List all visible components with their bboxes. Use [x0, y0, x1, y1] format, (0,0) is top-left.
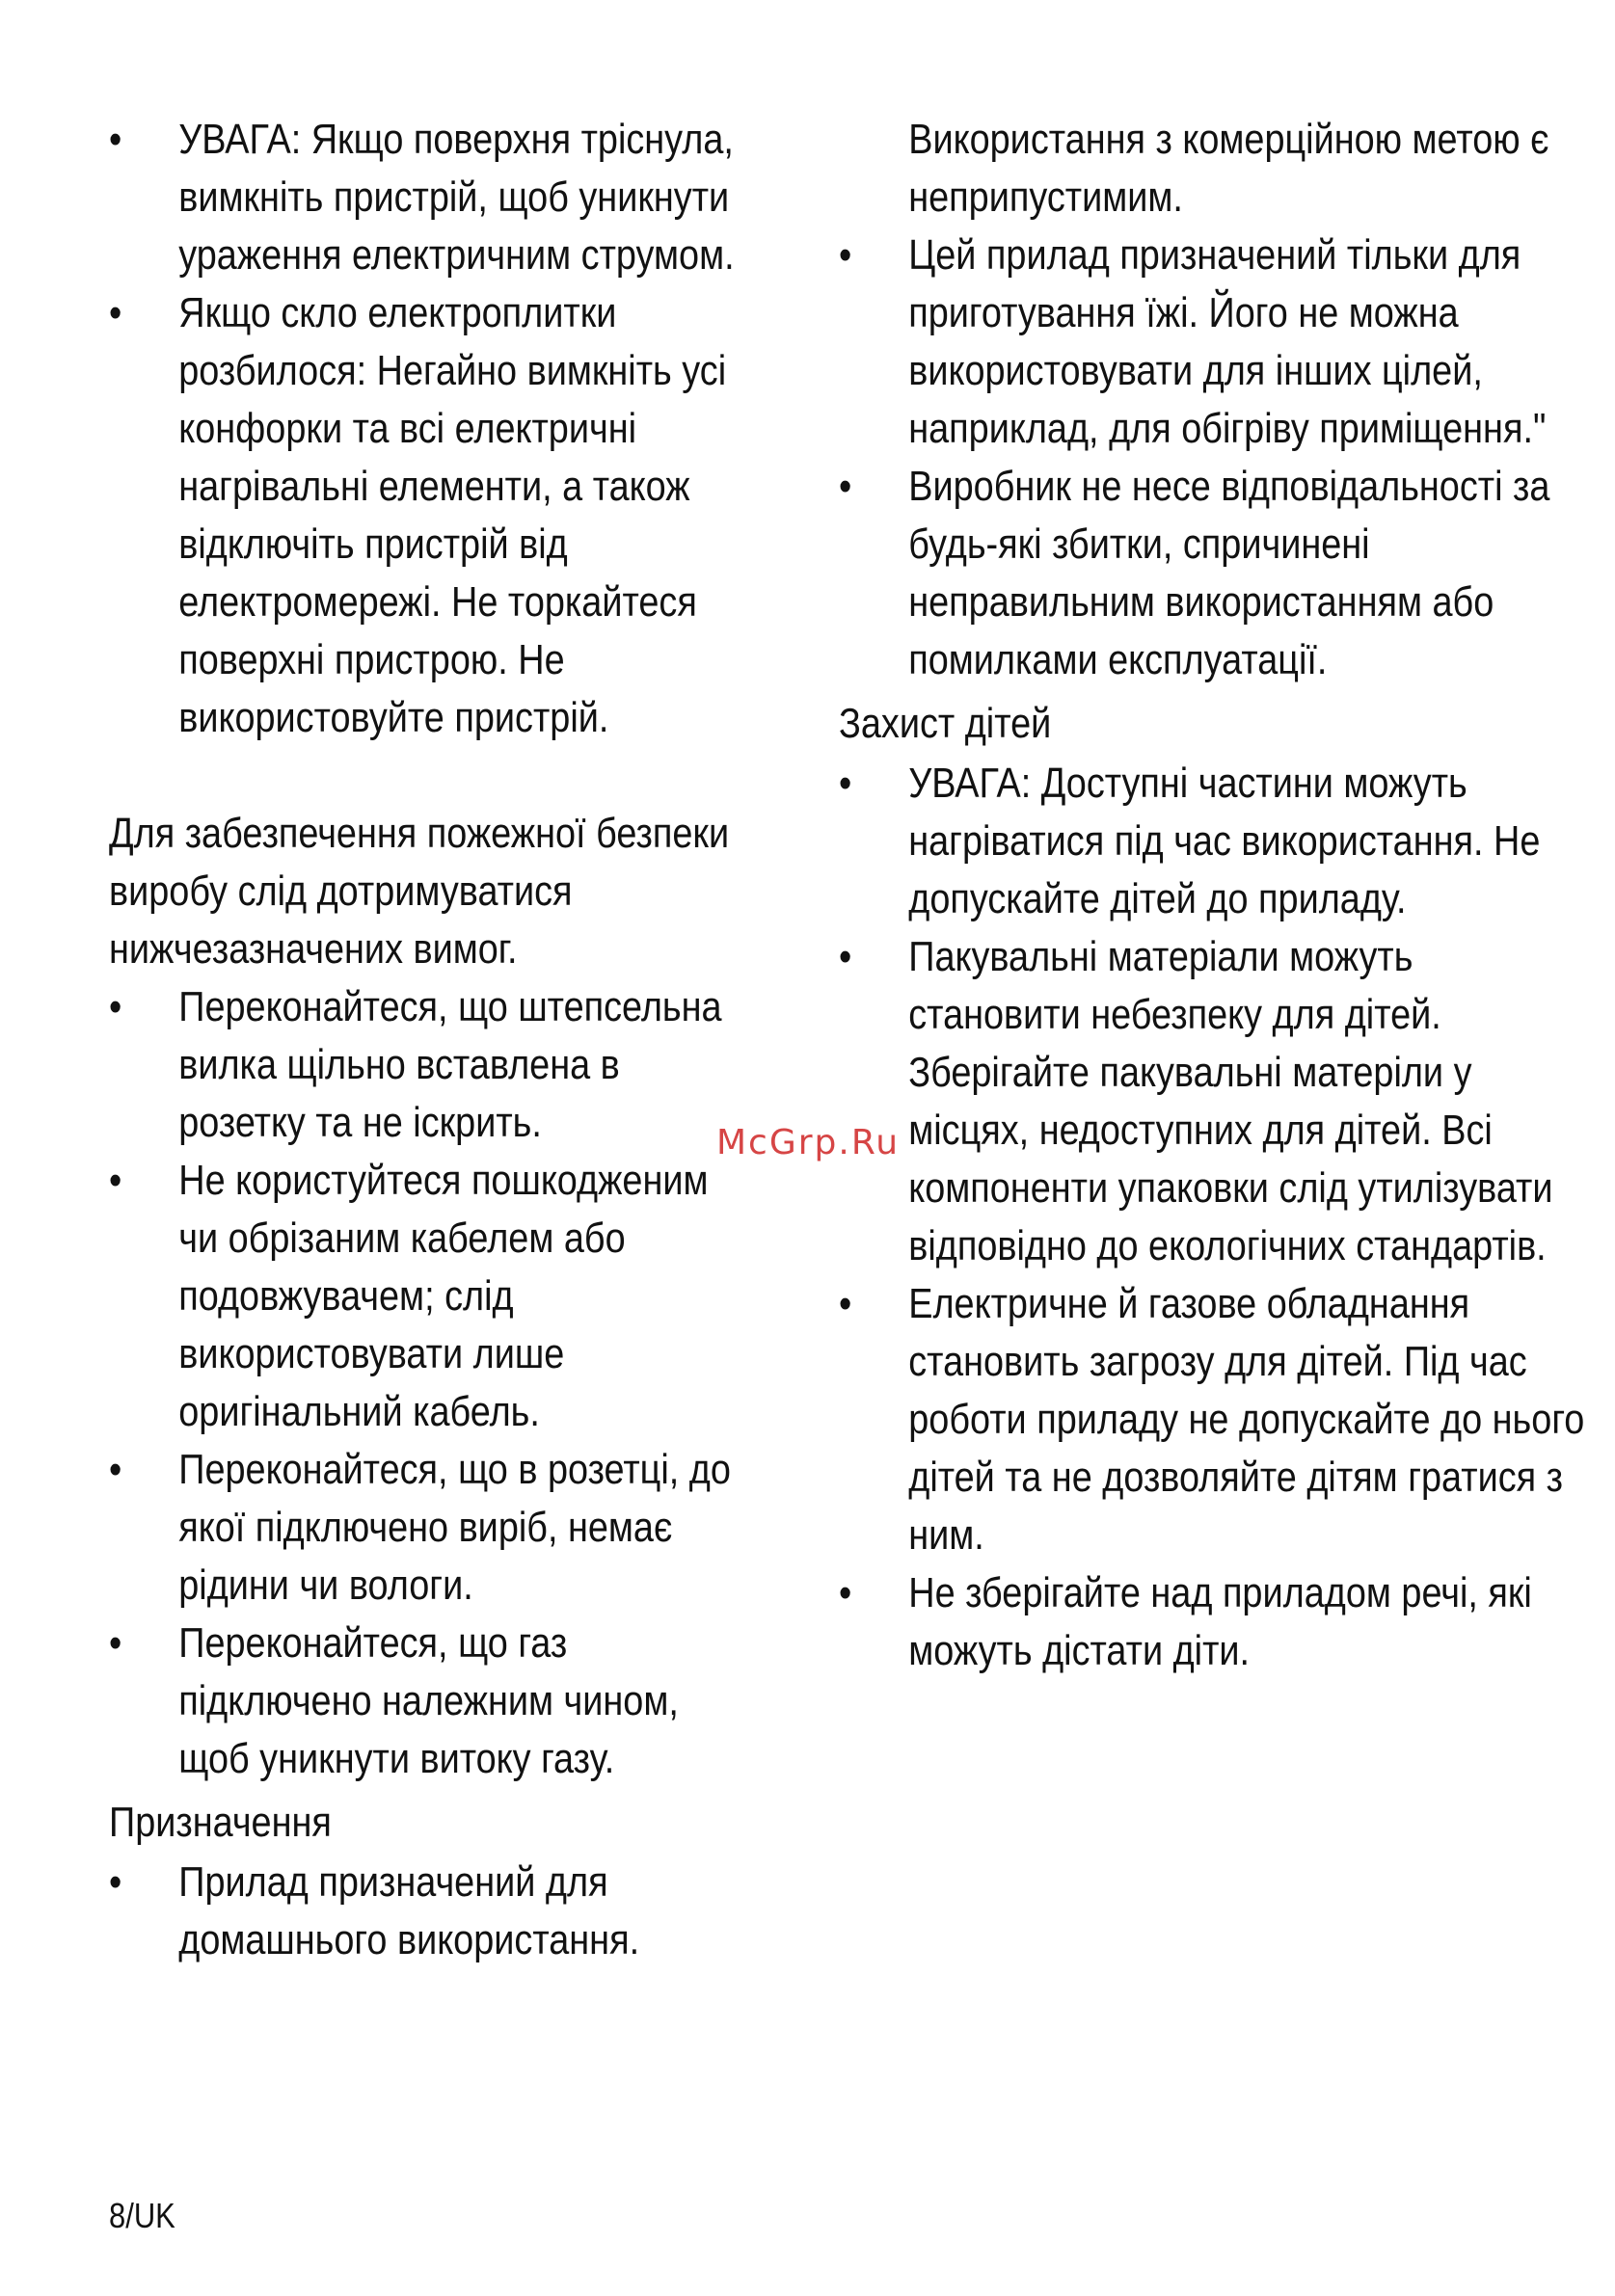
list-item: [109, 978, 738, 1152]
left-column: [109, 111, 738, 1969]
bullet: •: [839, 933, 852, 980]
list-item: [109, 1441, 738, 1615]
list-item-text: Переконайтеся, що штепсельна вилка щільно вставлена в розетку та не іскрить.: [178, 983, 722, 1146]
list-item-text: Цей прилад призначений тільки для приготування їжі. Його не можна використовувати для інших цілей, наприклад, для обігріву приміщення.": [908, 231, 1547, 452]
bullet: •: [839, 760, 852, 807]
bullet: •: [839, 463, 852, 510]
fire-safety-intro: Для забезпечення пожежної безпеки виробу слід дотримуватися нижчезазначених вимог.: [109, 810, 730, 973]
list-item-text: Прилад призначений для домашнього використання.: [178, 1858, 640, 1963]
list-item: [109, 1615, 738, 1788]
fire-safety-list: [109, 978, 738, 1788]
list-item: [109, 284, 738, 747]
list-item-text: УВАГА: Якщо поверхня тріснула, вимкніть пристрій, щоб уникнути ураження електричним струмом.: [178, 116, 735, 279]
list-item: [109, 1152, 738, 1441]
list-item: [109, 111, 738, 284]
list-item: [839, 1564, 1585, 1680]
bullet: •: [109, 289, 122, 336]
list-item: [839, 755, 1585, 928]
bullet: •: [839, 231, 852, 279]
list-item-text: Пакувальні матеріали можуть становити небезпеку для дітей. Зберігайте пакувальні матеріли у місцях, недоступних для дітей. Всі компоненти упаковки слід утилізувати відповідно до екологічних стандартів.: [908, 933, 1553, 1269]
purpose-list: [109, 1854, 738, 1969]
list-item-text: Електричне й газове обладнання становить загрозу для дітей. Під час роботи приладу не допускайте до нього дітей та не дозволяйте дітям гратися з ним.: [908, 1280, 1585, 1559]
list-item: [109, 1854, 738, 1969]
purpose-heading: Призначення: [109, 1799, 332, 1846]
right-column: [839, 111, 1585, 1680]
list-item: [839, 1275, 1585, 1564]
list-item: [839, 458, 1585, 689]
page-number: 8/UK: [109, 2196, 175, 2235]
list-item-text: Не зберігайте над приладом речі, які можуть дістати діти.: [908, 1569, 1532, 1674]
list-item-text: Переконайтеся, що газ підключено належним чином, щоб уникнути витоку газу.: [178, 1619, 679, 1782]
list-item-text: Не користуйтеся пошкодженим чи обрізаним кабелем або подовжувачем; слід використовувати лише оригінальний кабель.: [178, 1157, 709, 1435]
child-safety-heading: Захист дітей: [839, 700, 1052, 747]
list-item-text: Якщо скло електроплитки розбилося: Негайно вимкніть усі конфорки та всі електричні нагрівальні елементи, а також відключіть пристрій від електромережі. Не торкайтеся поверхні пристрою. Не використовуйте пристрій.: [178, 289, 727, 741]
bullet: •: [839, 1569, 852, 1616]
child-safety-list: [839, 755, 1585, 1680]
list-item-text: Переконайтеся, що в розетці, до якої підключено виріб, немає рідини чи вологи.: [178, 1446, 731, 1609]
watermark-text: McGrp.Ru: [716, 1123, 901, 1162]
list-item-text: УВАГА: Доступні частини можуть нагріватися під час використання. Не допускайте дітей до приладу.: [908, 760, 1541, 922]
bullet: •: [109, 1858, 122, 1906]
usage-list: [839, 227, 1585, 689]
bullet: •: [109, 983, 122, 1030]
warning-list: [109, 111, 738, 747]
bullet: •: [109, 116, 122, 163]
bullet: •: [109, 1157, 122, 1204]
list-item: [839, 928, 1585, 1275]
bullet: •: [109, 1619, 122, 1667]
bullet: •: [109, 1446, 122, 1493]
list-item-text: Виробник не несе відповідальності за будь-які збитки, спричинені неправильним використанням або помилками експлуатації.: [908, 463, 1550, 683]
list-item: [839, 227, 1585, 458]
continued-item-text: Використання з комерційною метою є неприпустимим.: [908, 116, 1549, 221]
bullet: •: [839, 1280, 852, 1327]
